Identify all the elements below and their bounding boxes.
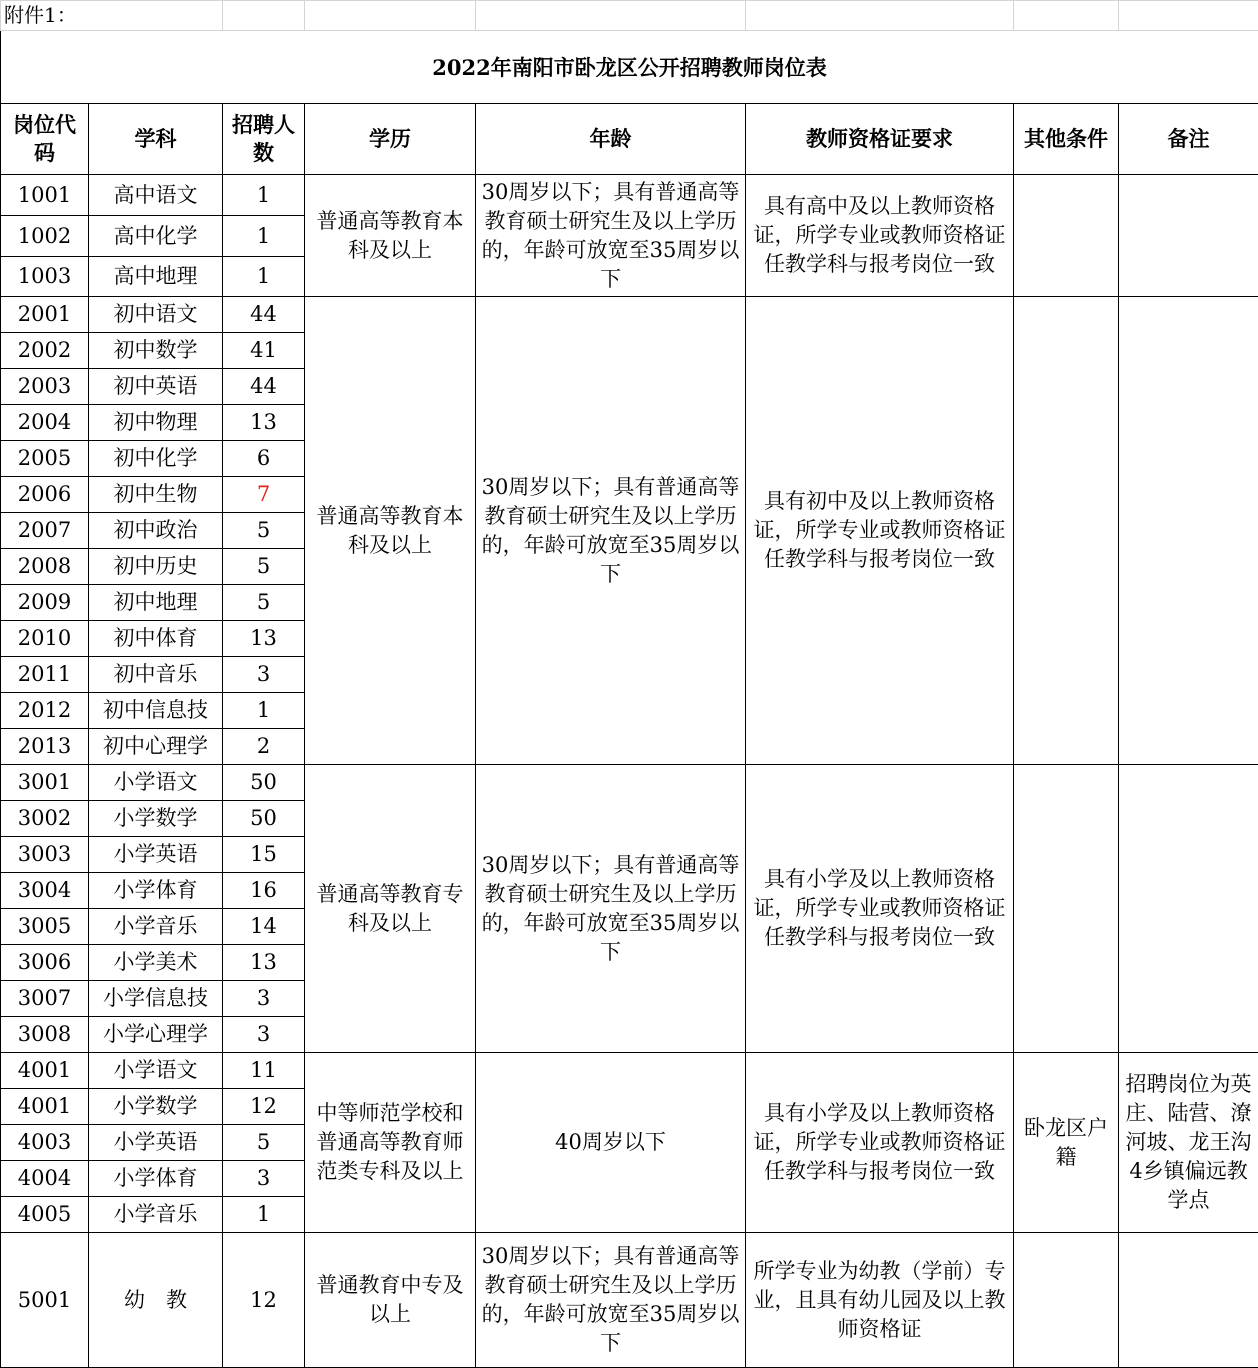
cell-subject: 小学体育	[89, 873, 223, 909]
header-age: 年龄	[476, 104, 746, 175]
cell-code: 2012	[1, 693, 89, 729]
cell-subject: 初中信息技	[89, 693, 223, 729]
header-education: 学历	[305, 104, 476, 175]
attachment-row	[1, 1, 1258, 31]
cell-count: 13	[223, 405, 305, 441]
cell-education: 普通高等教育专科及以上	[305, 765, 476, 1053]
header-code: 岗位代码	[1, 104, 89, 175]
cell-code: 2009	[1, 585, 89, 621]
cell-other	[1014, 765, 1119, 1053]
cell-count: 15	[223, 837, 305, 873]
cell-education: 中等师范学校和普通高等教育师范类专科及以上	[305, 1053, 476, 1233]
cell-other	[1014, 1233, 1119, 1368]
page-title: 2022年南阳市卧龙区公开招聘教师岗位表	[1, 31, 1258, 104]
cell-subject: 初中政治	[89, 513, 223, 549]
cell-subject: 初中数学	[89, 333, 223, 369]
cell-remarks: 招聘岗位为英庄、陆营、潦河坡、龙王沟4乡镇偏远教学点	[1119, 1053, 1258, 1233]
cell-code: 3004	[1, 873, 89, 909]
cell-code: 2002	[1, 333, 89, 369]
cell-code: 2008	[1, 549, 89, 585]
cell-count: 50	[223, 801, 305, 837]
cell-subject: 小学音乐	[89, 909, 223, 945]
cell-count: 5	[223, 513, 305, 549]
table-row	[1, 1233, 1258, 1368]
cell-age: 30周岁以下；具有普通高等教育硕士研究生及以上学历的，年龄可放宽至35周岁以下	[476, 1233, 746, 1368]
cell-subject: 高中地理	[89, 257, 223, 297]
cell-count: 1	[223, 216, 305, 257]
cell-count: 1	[223, 175, 305, 216]
cell-count: 44	[223, 369, 305, 405]
cell-count: 12	[223, 1233, 305, 1368]
cell-code: 4003	[1, 1125, 89, 1161]
header-subject: 学科	[89, 104, 223, 175]
cell-count: 41	[223, 333, 305, 369]
cell-count: 5	[223, 549, 305, 585]
cell-subject: 小学英语	[89, 837, 223, 873]
cell-count: 3	[223, 981, 305, 1017]
cell-count: 16	[223, 873, 305, 909]
cell-subject: 小学心理学	[89, 1017, 223, 1053]
cell-code: 4004	[1, 1161, 89, 1197]
header-cert: 教师资格证要求	[746, 104, 1014, 175]
cell-code: 4001	[1, 1089, 89, 1125]
cell-count: 5	[223, 1125, 305, 1161]
cell-cert: 所学专业为幼教（学前）专业，且具有幼儿园及以上教师资格证	[746, 1233, 1014, 1368]
cell-count: 50	[223, 765, 305, 801]
cell-subject: 初中英语	[89, 369, 223, 405]
cell-count: 7	[223, 477, 305, 513]
cell-code: 3008	[1, 1017, 89, 1053]
cell-count: 2	[223, 729, 305, 765]
cell-count: 12	[223, 1089, 305, 1125]
cell-code: 2011	[1, 657, 89, 693]
cell-subject: 小学体育	[89, 1161, 223, 1197]
cell-remarks	[1119, 297, 1258, 765]
cell-cert: 具有小学及以上教师资格证，所学专业或教师资格证任教学科与报考岗位一致	[746, 1053, 1014, 1233]
cell-subject: 高中语文	[89, 175, 223, 216]
table-row	[1, 175, 1258, 216]
cell-other	[1014, 297, 1119, 765]
cell-subject: 初中物理	[89, 405, 223, 441]
cell-count: 3	[223, 1017, 305, 1053]
cell-count: 14	[223, 909, 305, 945]
cell-code: 2010	[1, 621, 89, 657]
cell-code: 2005	[1, 441, 89, 477]
cell-count: 3	[223, 1161, 305, 1197]
title-row	[1, 31, 1258, 104]
header-count: 招聘人数	[223, 104, 305, 175]
cell-subject: 小学英语	[89, 1125, 223, 1161]
cell-code: 1002	[1, 216, 89, 257]
cell-subject: 初中音乐	[89, 657, 223, 693]
cell-code: 3005	[1, 909, 89, 945]
cell-other	[1014, 175, 1119, 297]
cell-cert: 具有高中及以上教师资格证，所学专业或教师资格证任教学科与报考岗位一致	[746, 175, 1014, 297]
cell-code: 2006	[1, 477, 89, 513]
cell-code: 1001	[1, 175, 89, 216]
cell-code: 2013	[1, 729, 89, 765]
cell-count: 13	[223, 621, 305, 657]
cell-subject: 小学语文	[89, 765, 223, 801]
cell-count: 5	[223, 585, 305, 621]
cell-age: 30周岁以下；具有普通高等教育硕士研究生及以上学历的，年龄可放宽至35周岁以下	[476, 765, 746, 1053]
cell-subject: 小学数学	[89, 801, 223, 837]
cell-code: 4001	[1, 1053, 89, 1089]
cell-code: 4005	[1, 1197, 89, 1233]
header-row	[1, 104, 1258, 175]
cell-subject: 小学数学	[89, 1089, 223, 1125]
cell-count: 1	[223, 1197, 305, 1233]
cell-subject: 小学音乐	[89, 1197, 223, 1233]
cell-subject: 小学语文	[89, 1053, 223, 1089]
cell-age: 30周岁以下；具有普通高等教育硕士研究生及以上学历的，年龄可放宽至35周岁以下	[476, 297, 746, 765]
cell-remarks	[1119, 1233, 1258, 1368]
attachment-label: 附件1：	[1, 1, 223, 31]
cell-code: 2001	[1, 297, 89, 333]
cell-subject: 初中语文	[89, 297, 223, 333]
cell-education: 普通教育中专及以上	[305, 1233, 476, 1368]
cell-code: 5001	[1, 1233, 89, 1368]
cell-code: 3006	[1, 945, 89, 981]
cell-remarks	[1119, 175, 1258, 297]
cell-cert: 具有初中及以上教师资格证，所学专业或教师资格证任教学科与报考岗位一致	[746, 297, 1014, 765]
cell-subject: 初中生物	[89, 477, 223, 513]
cell-subject: 小学美术	[89, 945, 223, 981]
cell-other: 卧龙区户籍	[1014, 1053, 1119, 1233]
cell-subject: 初中心理学	[89, 729, 223, 765]
cell-subject: 初中化学	[89, 441, 223, 477]
cell-count: 44	[223, 297, 305, 333]
table-row	[1, 297, 1258, 333]
header-other: 其他条件	[1014, 104, 1119, 175]
cell-code: 3002	[1, 801, 89, 837]
cell-age: 30周岁以下；具有普通高等教育硕士研究生及以上学历的，年龄可放宽至35周岁以下	[476, 175, 746, 297]
cell-code: 3007	[1, 981, 89, 1017]
cell-count: 3	[223, 657, 305, 693]
cell-code: 2003	[1, 369, 89, 405]
cell-code: 3003	[1, 837, 89, 873]
cell-count: 1	[223, 257, 305, 297]
cell-age: 40周岁以下	[476, 1053, 746, 1233]
cell-remarks	[1119, 765, 1258, 1053]
cell-education: 普通高等教育本科及以上	[305, 175, 476, 297]
cell-subject: 初中体育	[89, 621, 223, 657]
cell-count: 6	[223, 441, 305, 477]
table-row	[1, 1053, 1258, 1089]
cell-subject: 初中地理	[89, 585, 223, 621]
cell-code: 1003	[1, 257, 89, 297]
header-remarks: 备注	[1119, 104, 1258, 175]
cell-subject: 小学信息技	[89, 981, 223, 1017]
cell-subject: 初中历史	[89, 549, 223, 585]
table-row	[1, 765, 1258, 801]
cell-count: 1	[223, 693, 305, 729]
cell-education: 普通高等教育本科及以上	[305, 297, 476, 765]
cell-cert: 具有小学及以上教师资格证，所学专业或教师资格证任教学科与报考岗位一致	[746, 765, 1014, 1053]
cell-count: 13	[223, 945, 305, 981]
cell-code: 2007	[1, 513, 89, 549]
cell-subject: 高中化学	[89, 216, 223, 257]
cell-count: 11	[223, 1053, 305, 1089]
cell-code: 3001	[1, 765, 89, 801]
cell-subject: 幼 教	[89, 1233, 223, 1368]
cell-code: 2004	[1, 405, 89, 441]
